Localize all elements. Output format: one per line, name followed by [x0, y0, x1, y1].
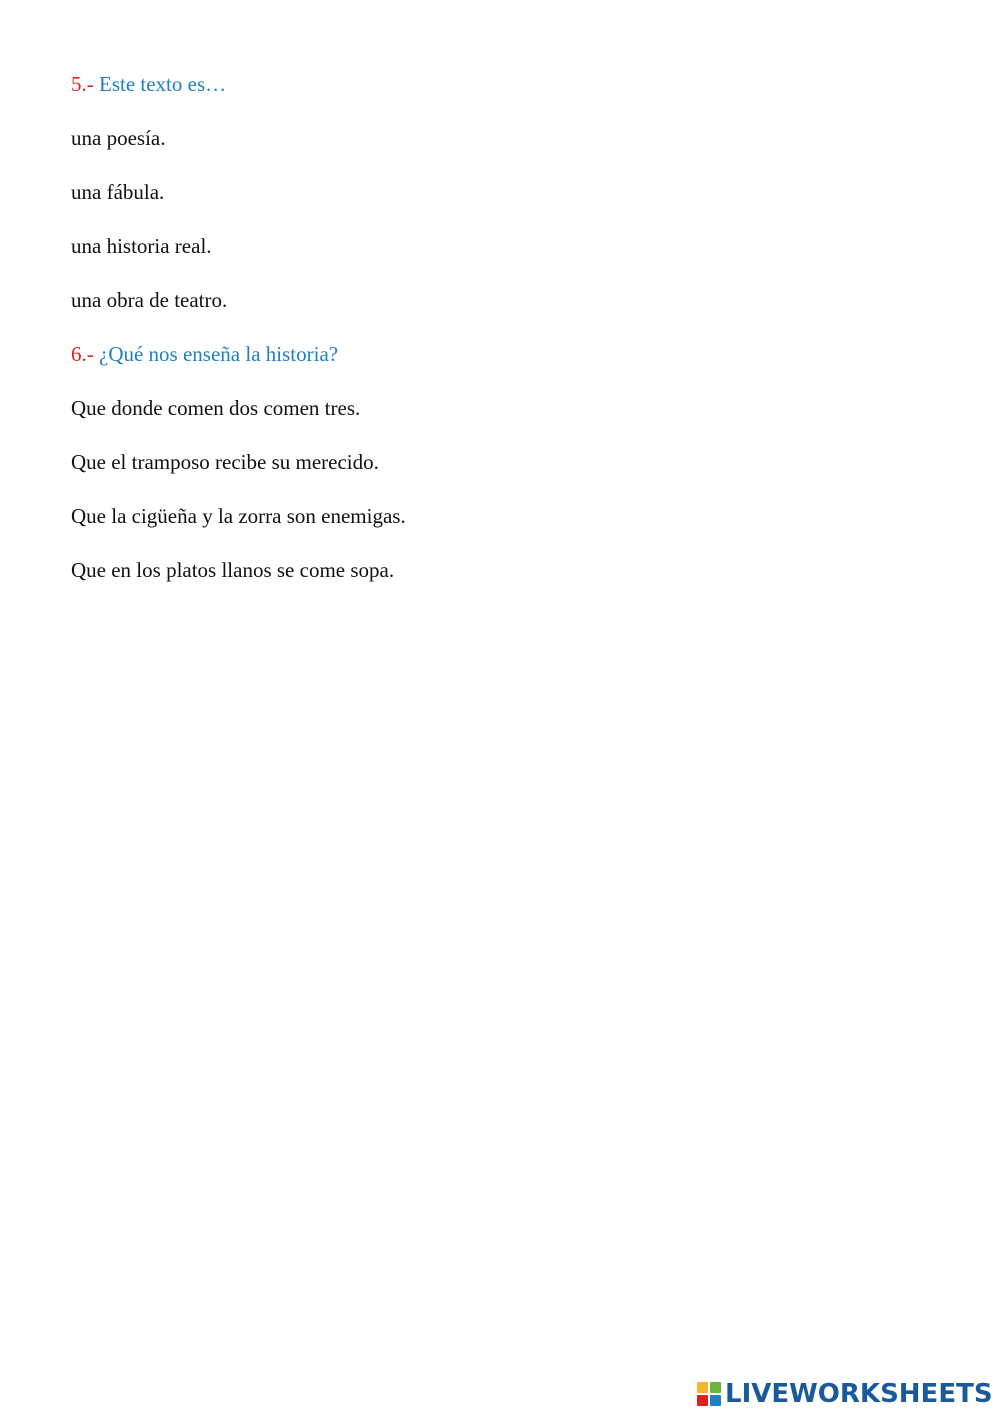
liveworksheets-logo: [697, 1378, 993, 1410]
question-6-option-1[interactable]: Que donde comen dos comen tres.: [71, 396, 361, 420]
question-5-title: [71, 70, 931, 98]
question-6-title: [71, 340, 931, 368]
question-6-option-3[interactable]: Que la cigüeña y la zorra son enemigas.: [71, 504, 406, 528]
liveworksheets-logo-text: LIVEWORKSHEETS: [725, 1379, 993, 1409]
question-6-option-2[interactable]: Que el tramposo recibe su merecido.: [71, 450, 379, 474]
logo-square-green: [710, 1382, 721, 1393]
question-6-number: 6.-: [71, 342, 94, 366]
question-6-option-4[interactable]: Que en los platos llanos se come sopa.: [71, 558, 395, 582]
question-5-option-4[interactable]: una obra de teatro.: [71, 288, 228, 312]
questions-content: [71, 70, 931, 610]
logo-square-blue: [710, 1395, 721, 1406]
question-5-option-3[interactable]: una historia real.: [71, 234, 212, 258]
question-5-text: Este texto es…: [99, 72, 227, 96]
question-5-number: 5.-: [71, 72, 94, 96]
question-6-text: ¿Qué nos enseña la historia?: [99, 342, 339, 366]
liveworksheets-logo-icon: [697, 1382, 721, 1406]
question-5-option-2[interactable]: una fábula.: [71, 180, 165, 204]
question-5-option-1[interactable]: una poesía.: [71, 126, 166, 150]
logo-square-red: [697, 1395, 708, 1406]
logo-square-yellow: [697, 1382, 708, 1393]
